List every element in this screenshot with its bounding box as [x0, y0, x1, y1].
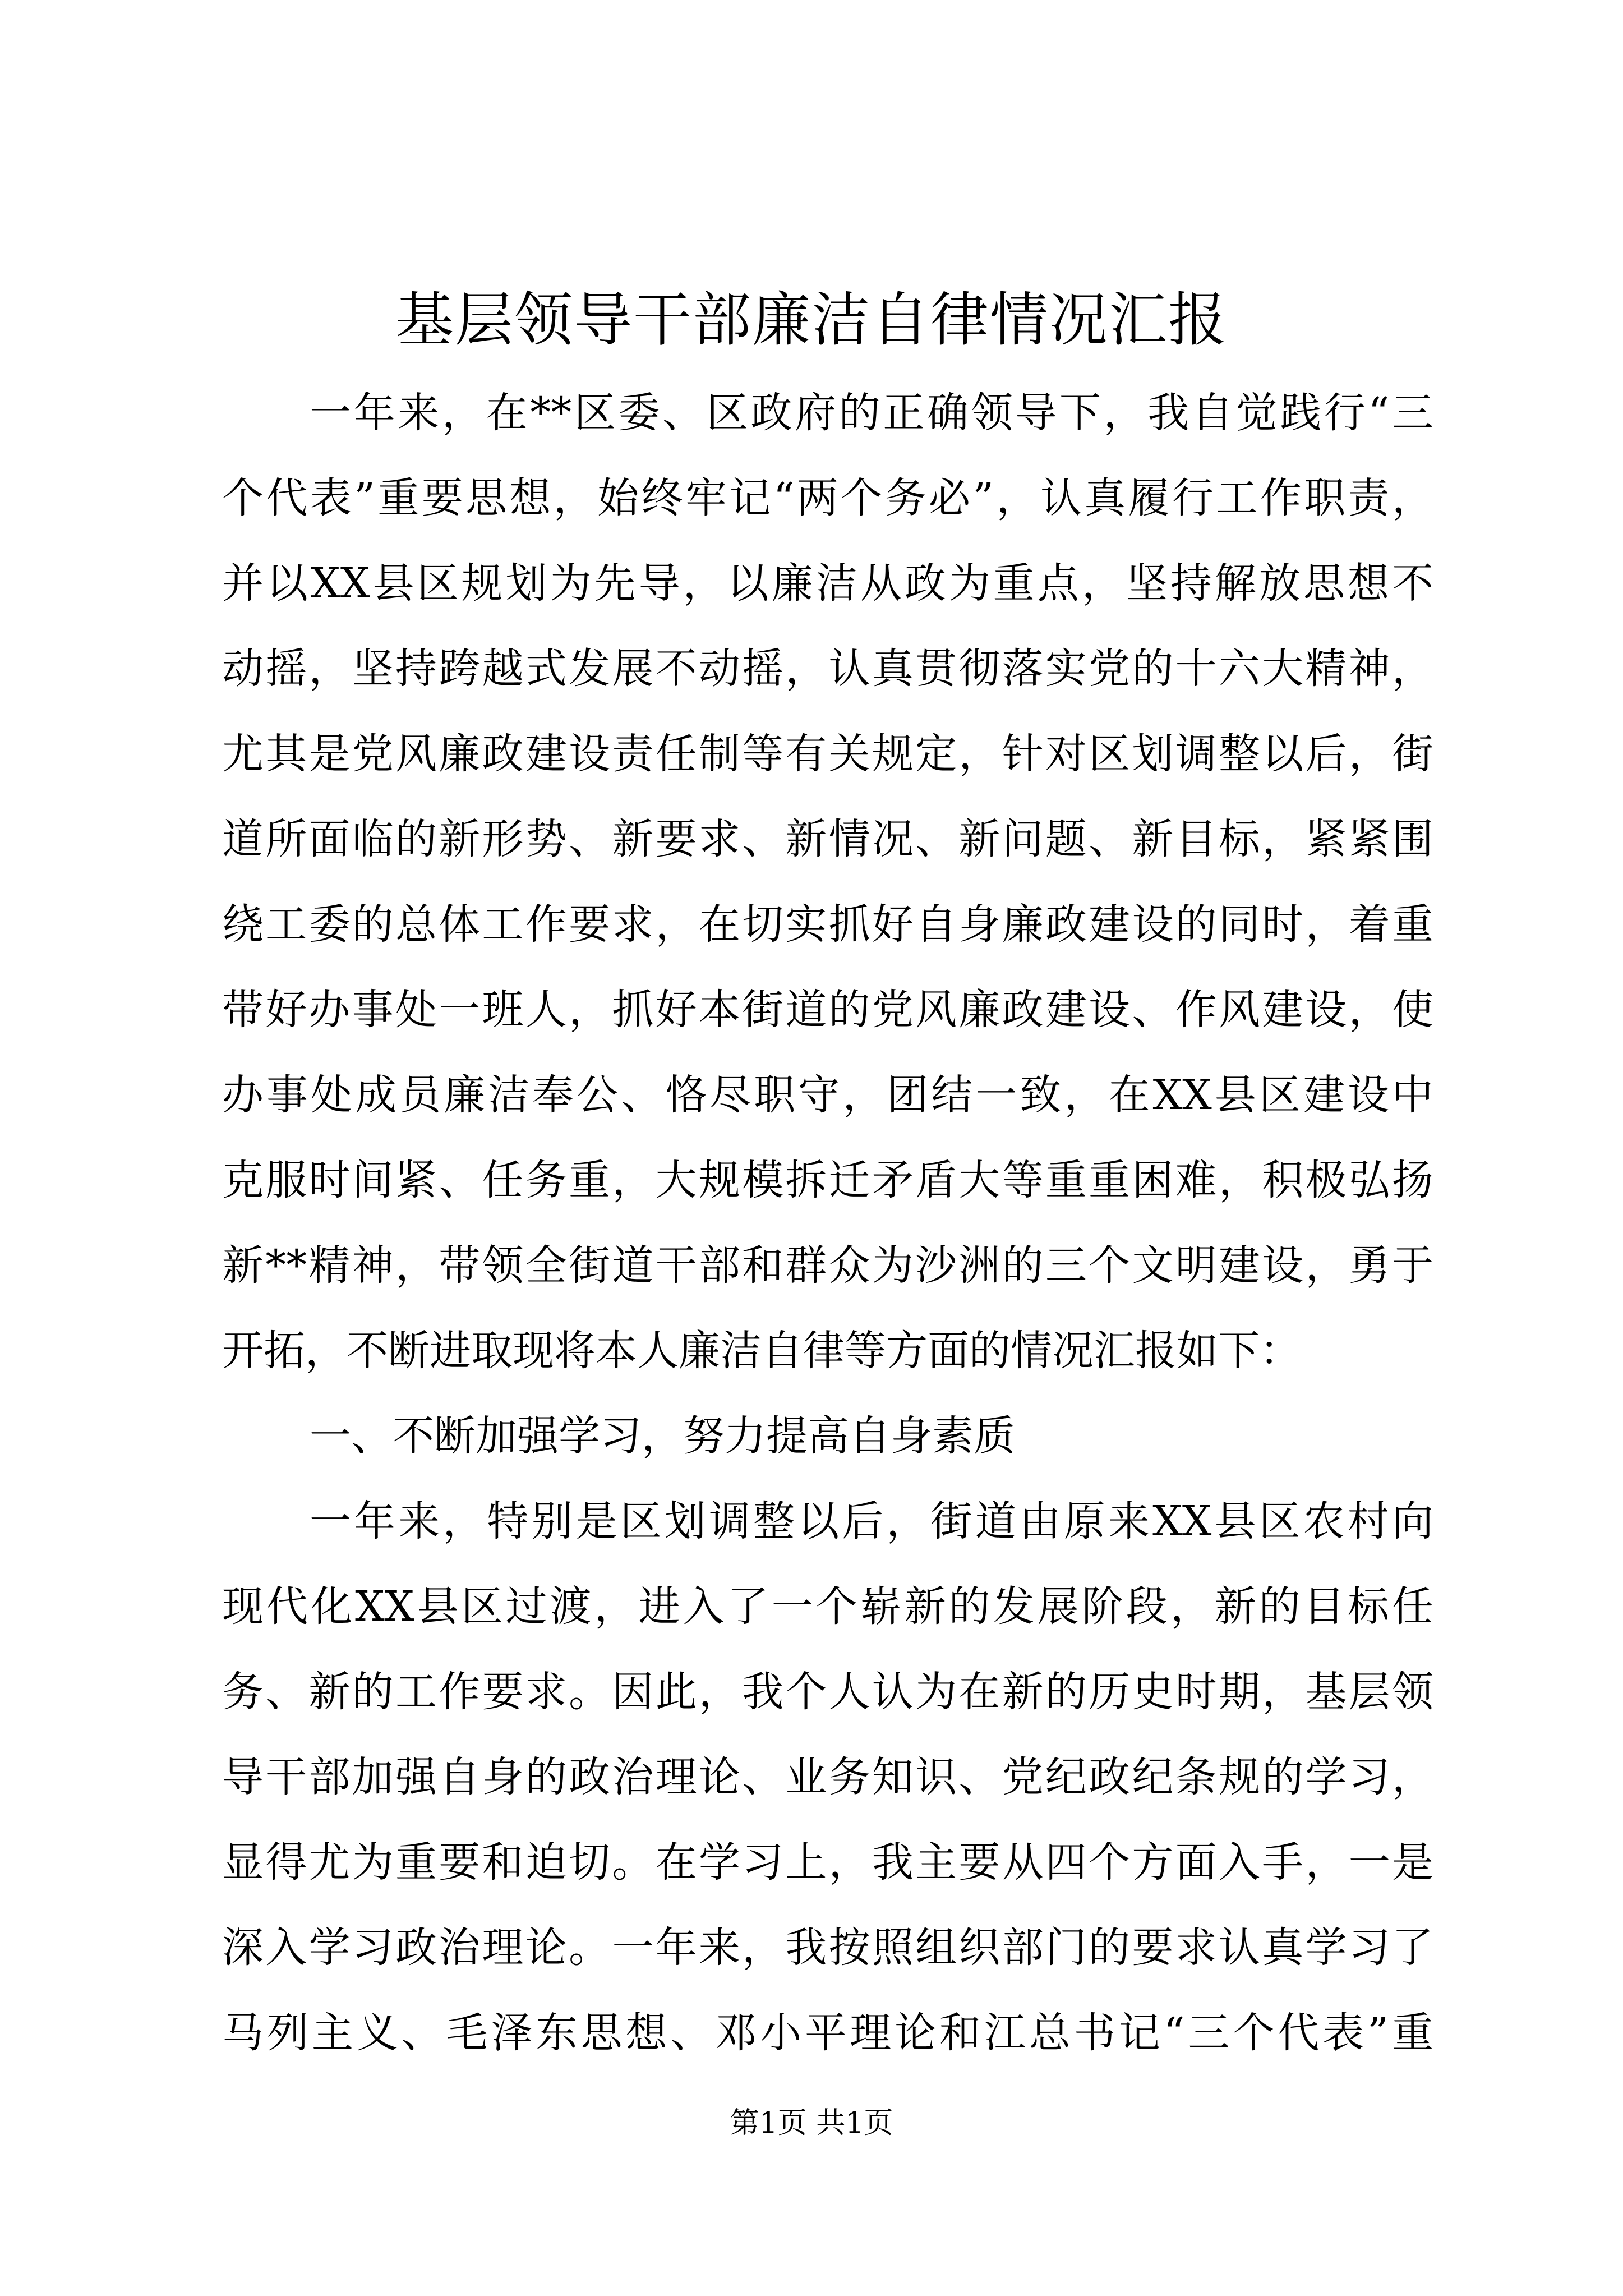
body-line: 一年来，特别是区划调整以后，街道由原来XX县区农村向 [310, 1497, 1433, 1545]
body-line: 导干部加强自身的政治理论、业务知识、党纪政纪条规的学习， [222, 1753, 1433, 1801]
body-line: 并以XX县区规划为先导，以廉洁从政为重点，坚持解放思想不 [222, 559, 1433, 608]
body-line: 深入学习政治理论。一年来，我按照组织部门的要求认真学习了 [222, 1924, 1433, 1972]
body-line: 马列主义、毛泽东思想、邓小平理论和江总书记“三个代表”重 [222, 2009, 1433, 2057]
body-line: 开拓，不断进取现将本人廉洁自律等方面的情况汇报如下： [222, 1327, 1301, 1375]
page-number-footer: 第1页 共1页 [730, 2106, 893, 2140]
body-line: 现代化XX县区过渡，进入了一个崭新的发展阶段，新的目标任 [222, 1582, 1433, 1631]
body-line: 绕工委的总体工作要求，在切实抓好自身廉政建设的同时，着重 [222, 900, 1433, 949]
body-line: 尤其是党风廉政建设责任制等有关规定，针对区划调整以后，街 [222, 730, 1433, 778]
body-line: 一年来，在**区委、区政府的正确领导下，我自觉践行“三 [310, 389, 1433, 437]
body-line: 克服时间紧、任务重，大规模拆迁矛盾大等重重困难，积极弘扬 [222, 1156, 1433, 1204]
body-line: 道所面临的新形势、新要求、新情况、新问题、新目标，紧紧围 [222, 815, 1433, 863]
document-title: 基层领导干部廉洁自律情况汇报 [395, 286, 1228, 354]
body-line: 带好办事处一班人，抓好本街道的党风廉政建设、作风建设，使 [222, 986, 1433, 1034]
body-line: 动摇，坚持跨越式发展不动摇，认真贯彻落实党的十六大精神， [222, 645, 1433, 693]
body-line: 务、新的工作要求。因此，我个人认为在新的历史时期，基层领 [222, 1668, 1433, 1716]
body-line: 个代表”重要思想，始终牢记“两个务必”，认真履行工作职责， [222, 474, 1433, 522]
document-body [222, 370, 1433, 2076]
body-line: 办事处成员廉洁奉公、恪尽职守，团结一致，在XX县区建设中 [222, 1071, 1433, 1119]
section-heading: 一、不断加强学习，努力提高自身素质 [310, 1412, 1015, 1460]
body-line: 新**精神，带领全街道干部和群众为沙洲的三个文明建设，勇于 [222, 1241, 1433, 1290]
body-line: 显得尤为重要和迫切。在学习上，我主要从四个方面入手，一是 [222, 1838, 1433, 1887]
